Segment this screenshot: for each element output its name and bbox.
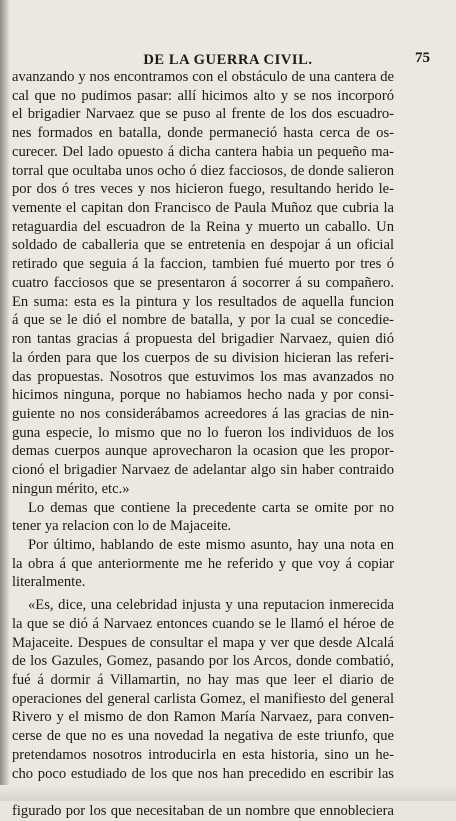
text-line: Rivero y el mismo de don Ramon María Narvaez, para conven- bbox=[12, 709, 394, 726]
text-line: hicimos ninguna, porque no habiamos hecho nada y por consi- bbox=[12, 387, 394, 404]
text-line: guna especie, lo mismo que no lo fueron los individuos de los bbox=[12, 424, 394, 441]
text-line: demas cuerpos aunque aprovecharon la ocasion que les propor- bbox=[12, 443, 394, 460]
text-line: cerse de que no es una novedad la negativa de este triunfo, que bbox=[12, 728, 394, 745]
text-line: la que se dió á Narvaez entonces cuando se le llamó el héroe de bbox=[12, 615, 394, 632]
text-line: avanzando y nos encontramos con el obstáculo de una cantera de bbox=[12, 69, 394, 85]
text-line: fué á dormir á Villamartin, no hay mas que leer el diario de bbox=[12, 672, 394, 688]
text-line: cal que no pudimos pasar: allí hicimos alto y se nos incorporó bbox=[12, 87, 394, 104]
text-line: Por último, hablando de este mismo asunto, hay una nota en bbox=[28, 536, 394, 553]
text-line: retirado que seguia á la faccion, tambien fué muerto por tres ó bbox=[12, 256, 394, 273]
text-line: das propuestas. Nosotros que estuvimos los mas avanzados no bbox=[12, 368, 394, 385]
text-line: literalmente. bbox=[12, 574, 86, 591]
text-line: retaguardia del escuadron de la Reina y muerto un caballo. Un bbox=[12, 218, 394, 235]
text-line: cuatro facciosos que se presentaron á socorrer á su compañero. bbox=[12, 274, 394, 291]
page-number: 75 bbox=[415, 50, 430, 66]
text-line: la obra á que anteriormente me he referido y que voy á copiar bbox=[12, 555, 394, 572]
text-line: Lo demas que contiene la precedente carta se omite por no bbox=[28, 499, 394, 516]
text-line: En suma: esta es la pintura y los resultados de aquella funcion bbox=[12, 293, 394, 310]
text-line: por dos ó tres veces y nos hicieron fuego, resultando herido le- bbox=[12, 181, 394, 198]
text-line: soldado de caballeria que se entretenia en despojar á un oficial bbox=[12, 237, 394, 254]
text-line: la órden para que los cuerpos de su division hicieran las referi- bbox=[12, 349, 394, 366]
running-title: DE LA GUERRA CIVIL. bbox=[143, 52, 313, 68]
page-body-text bbox=[12, 68, 394, 821]
text-line: «Es, dice, una celebridad injusta y una reputacion inmerecida bbox=[28, 597, 394, 614]
text-line: ron tantas gracias á propuesta del brigadier Narvaez, quien dió bbox=[12, 331, 394, 348]
text-line: cionó el brigadier Narvaez de adelantar algo sin haber contraido bbox=[12, 462, 394, 479]
page-gutter-shadow bbox=[0, 0, 10, 801]
text-line: guiente no nos considerábamos acreedores á las gracias de nin- bbox=[12, 405, 394, 422]
text-line: torral que ocultaba unos ocho ó diez facciosos, de donde salieron bbox=[12, 162, 394, 179]
page-bottom-edge bbox=[0, 785, 456, 801]
text-line: cho poco estudiado de los que nos han precedido en escribir las bbox=[12, 765, 394, 782]
text-line: operaciones del general carlista Gomez, el manifiesto del general bbox=[12, 690, 394, 707]
text-line: figurado por los que necesitaban de un nombre que ennobleciera bbox=[12, 803, 394, 820]
text-line: Majaceite. Despues de consultar el mapa y ver que desde Alcalá bbox=[12, 634, 394, 651]
text-line: á que se le dió el nombre de batalla, y por la cual se concedie- bbox=[12, 312, 394, 329]
text-line: tener ya relacion con lo de Majaceite. bbox=[12, 518, 232, 535]
text-line: nes formados en batalla, donde permaneció hasta cerca de os- bbox=[12, 125, 394, 142]
text-line: vemente el capitan don Francisco de Paula Muñoz que cubria la bbox=[12, 200, 394, 217]
text-line: de los Gazules, Gomez, pasando por los Arcos, donde combatió, bbox=[12, 653, 394, 670]
text-line: ningun mérito, etc.» bbox=[12, 480, 130, 497]
text-line: pretendamos nosotros introducirla en esta historia, sino un he- bbox=[12, 746, 394, 763]
text-line: el brigadier Narvaez que se puso al frente de los dos escuadro- bbox=[12, 106, 394, 123]
text-line: curecer. Del lado opuesto á dicha cantera habia un pequeño ma- bbox=[12, 143, 394, 160]
